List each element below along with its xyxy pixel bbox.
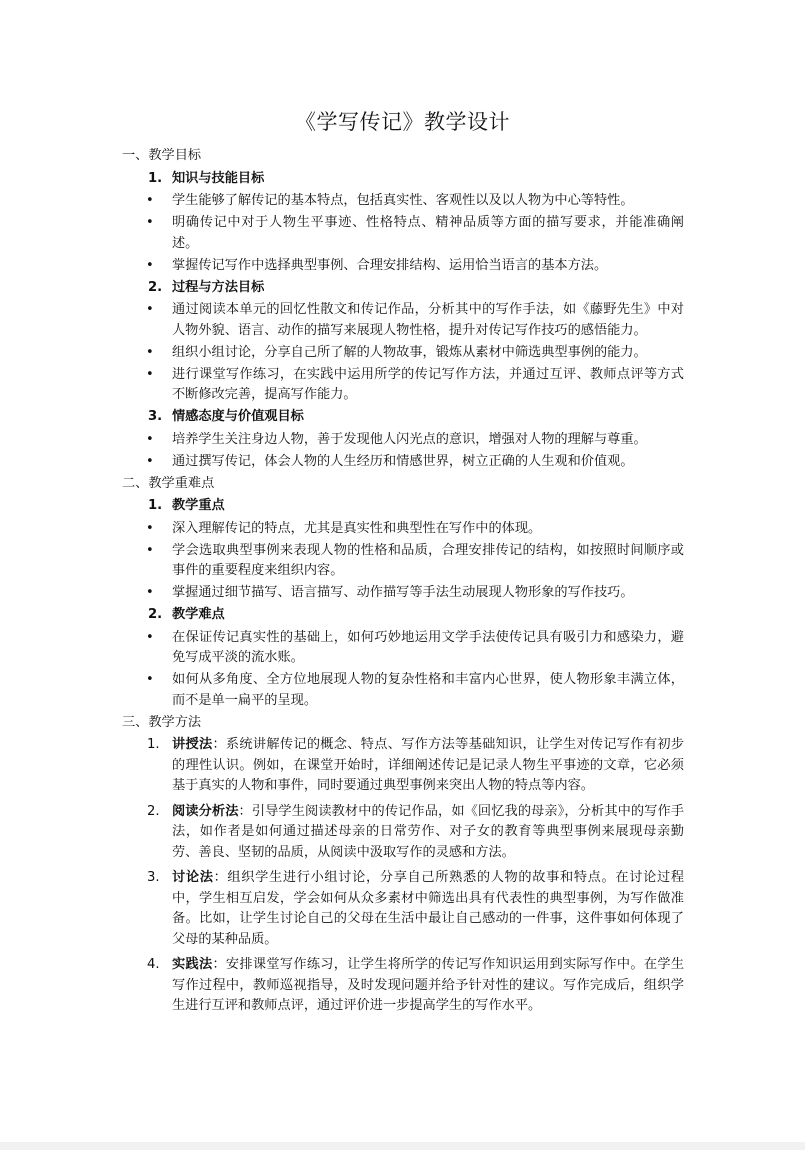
method-text: ：引导学生阅读教材中的传记作品，如《回忆我的母亲》，分析其中的写作手法，如作者是如何通过描述母亲的日常劳作、对子女的教育等典型事例来展现母亲勤劳、善良、坚韧的品质，从阅读中汲取写作的灵感和方法。 [172,803,685,860]
bullet-item [122,452,688,473]
bullet-text: 通过阅读本单元的回忆性散文和传记作品，分析其中的写作手法，如《藤野先生》中对人物外貌、语言、动作的描写来展现人物性格，提升对传记写作技巧的感悟能力。 [172,302,684,338]
method-number: 3. [147,870,160,885]
bullet-text: 学会选取典型事例来表现人物的性格和品质，合理安排传记的结构，如按照时间顺序或事件的重要程度来组织内容。 [172,542,684,578]
bullet-icon: • [146,585,154,600]
bullet-text: 培养学生关注身边人物，善于发现他人闪光点的意识，增强对人物的理解与尊重。 [172,431,647,447]
bullet-item [122,191,688,212]
bullet-icon: • [146,193,154,208]
bullet-icon: • [146,302,154,317]
bullet-item [122,213,688,254]
method-name: 实践法 [172,957,213,972]
method-name: 讲授法 [172,737,213,752]
method-number: 1. [147,737,160,752]
method-text: ：组织学生进行小组讨论，分享自己所熟悉的人物的故事和特点。在讨论过程中，学生相互启发，学会如何从众多素材中筛选出具有代表性的典型事例，为写作做准备。比如，让学生讨论自己的父母在生活中最让自己感动的一件事，这件事如何体现了父母的某种品质。 [172,870,685,947]
bullet-icon: • [146,672,154,687]
method-number: 2. [147,803,160,819]
bullet-text: 明确传记中对于人物生平事迹、性格特点、精神品质等方面的描写要求，并能准确阐述。 [172,215,684,251]
subsection-number: 1. [148,170,163,186]
subsection-number: 3. [148,409,163,424]
bullet-text: 在保证传记真实性的基础上，如何巧妙地运用文学手法使传记具有吸引力和感染力，避免写成平淡的流水账。 [172,629,684,665]
bullet-item [122,300,688,341]
bullet-icon: • [146,453,154,469]
subsection-heading [122,605,688,626]
bullet-text: 如何从多角度、全方位地展现人物的复杂性格和丰富内心世界，使人物形象丰满立体，而不是单一扁平的呈现。 [172,672,684,708]
subsection-number: 2. [148,607,163,622]
method-name: 讨论法 [172,870,214,885]
subsection-label: 过程与方法目标 [172,279,265,295]
method-item [122,802,688,864]
method-item [122,735,688,797]
bullet-item [122,343,688,364]
bullet-icon: • [146,520,154,536]
bullet-item [122,628,688,669]
bullet-text: 学生能够了解传记的基本特点，包括真实性、客观性以及以人物为中心等特性。 [172,193,634,208]
bullet-icon: • [146,542,154,558]
bullet-text: 掌握传记写作中选择典型事例、合理安排结构、运用恰当语言的基本方法。 [172,257,608,273]
subsection-label: 知识与技能目标 [172,170,265,186]
subsection-label: 教学难点 [172,607,225,622]
subsection-heading [122,407,688,428]
section-heading: 一、教学目标 [122,148,202,163]
bullet-text: 掌握通过细节描写、语言描写、动作描写等手法生动展现人物形象的写作技巧。 [172,585,634,600]
subsection-label: 情感态度与价值观目标 [172,409,304,424]
section-heading: 三、教学方法 [122,714,202,730]
bullet-item [122,583,688,604]
subsection-heading [122,169,688,190]
subsection-number: 1. [148,498,163,513]
bullet-item [122,519,688,540]
method-name: 阅读分析法 [172,803,239,819]
subsection-heading [122,496,688,517]
section-heading: 二、教学重难点 [122,475,215,491]
bullet-text: 通过撰写传记，体会人物的人生经历和情感世界，树立正确的人生观和价值观。 [172,453,634,469]
method-number: 4. [147,957,160,972]
document-title: 《学写传记》教学设计 [295,110,510,134]
bullet-icon: • [146,629,154,645]
bullet-item [122,670,688,711]
bullet-text: 进行课堂写作练习，在实践中运用所学的传记写作方法，并通过互评、教师点评等方式不断修改完善，提高写作能力。 [172,366,684,402]
method-item [122,955,688,1017]
bullet-icon: • [146,344,154,360]
document-body [122,146,688,1022]
bullet-text: 组织小组讨论，分享自己所了解的人物故事，锻炼从素材中筛选典型事例的能力。 [172,344,647,360]
bullet-item [122,430,688,451]
bullet-item [122,541,688,582]
bullet-text: 深入理解传记的特点，尤其是真实性和典型性在写作中的体现。 [172,520,542,536]
bullet-icon: • [146,431,154,447]
method-text: ：系统讲解传记的概念、特点、写作方法等基础知识，让学生对传记写作有初步的理性认识。例如，在课堂开始时，详细阐述传记是记录人物生平事迹的文章，它必须基于真实的人物和事件，同时要通过典型事例来突出人物的特点等内容。 [172,737,685,793]
method-text: ：安排课堂写作练习，让学生将所学的传记写作知识运用到实际写作中。在学生写作过程中，教师巡视指导，及时发现问题并给予针对性的建议。写作完成后，组织学生进行互评和教师点评，通过评价进一步提高学生的写作水平。 [172,957,685,1013]
bullet-icon: • [146,215,154,230]
subsection-number: 2. [148,279,163,295]
bullet-item [122,365,688,406]
method-item [122,868,688,950]
bullet-icon: • [146,257,154,273]
bullet-item [122,256,688,277]
bullet-icon: • [146,366,154,382]
subsection-label: 教学重点 [172,498,225,513]
subsection-heading [122,278,688,299]
